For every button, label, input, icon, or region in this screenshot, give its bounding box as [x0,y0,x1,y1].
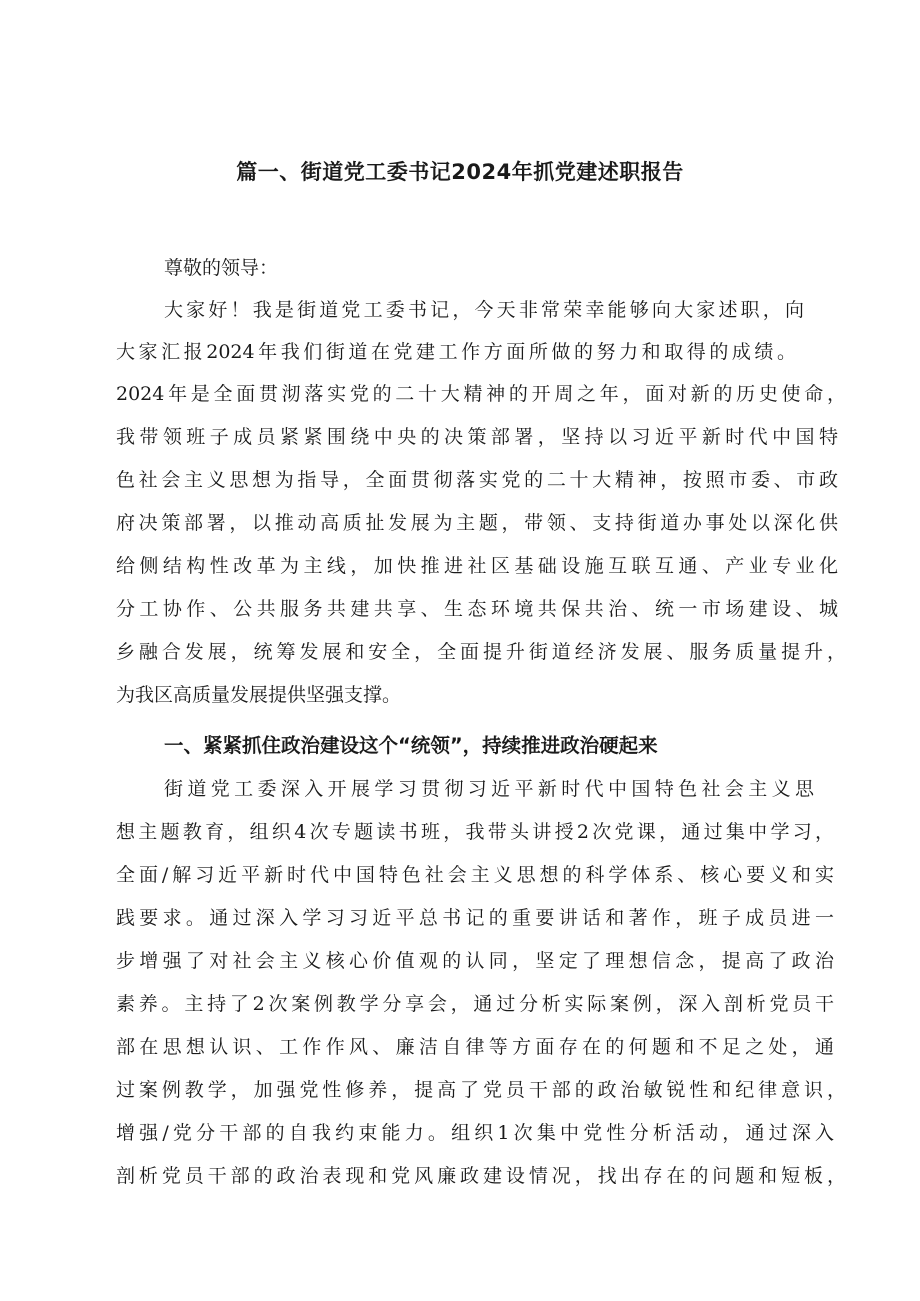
paragraph-line: 剖析党员干部的政治表现和党风廉政建设情况，找出存在的问题和短板， [116,1165,846,1187]
document-title: 篇一、街道党工委书记2024年抓党建述职报告 [236,160,684,184]
paragraph-line: 大家汇报2024年我们街道在党建工作方面所做的努力和取得的成绩。 [116,341,796,363]
paragraph-line: 乡融合发展，统筹发展和安全，全面提升街道经济发展、服务质量提升， [116,641,846,663]
paragraph-line: 部在思想认识、工作作风、廉洁自律等方面存在的何题和不足之处，通 [116,1036,834,1058]
paragraph-line: 我带领班子成员紧紧围绕中央的决策部署，坚持以习近平新时代中国特 [116,426,838,448]
paragraph-line: 践要求。通过深入学习习近平总书记的重要讲话和著作，班子成员进一 [116,907,834,929]
paragraph-line: 增强/党分干部的自我约束能力。组织1次集中党性分析活动，通过深入 [116,1122,834,1144]
paragraph-line: 分工协作、公共服务共建共享、生态环境共保共治、统一市场建设、城 [116,598,838,620]
paragraph-line: 色社会主义思想为指导，全面贯彻落实党的二十大精神，按照市委、市政 [116,469,838,491]
paragraph-line: 2024年是全面贯沏落实党的二十大精神的开周之年，面对新的历史使命， [116,383,846,405]
paragraph-line: 大家好！我是街道党工委书记，今天非常荣幸能够向大家述职，向 [164,299,804,321]
paragraph-line: 全面/解习近平新时代中国特色社会主义思想的科学体系、核心要义和实 [116,864,834,886]
paragraph-line: 为我区高质量发展提供坚强支撑。 [116,684,402,706]
paragraph-line: 步增强了对社会主义核心价值观的认同，坚定了理想信念，提高了政治 [116,950,834,972]
paragraph-line: 府决策部署，以推动高质扯发展为主题，带领、支持街道办事处以深化供 [116,512,838,534]
paragraph-line: 素养。主持了2次案例教学分享会，通过分析实际案例，深入剖析党员干 [116,993,834,1015]
paragraph-line: 想主题教育，组织4次专题读书班，我带头讲授2次党课，通过集中学习， [116,821,834,843]
salutation: 尊敬的领导： [164,257,279,279]
paragraph-line: 街道党工委深入开展学习贯彻习近平新时代中国特色社会主义思 [164,778,814,800]
paragraph-line: 给侧结构性改革为主线，加快推进社区基础设施互联互通、产业专业化 [116,555,838,577]
section-heading: 一、紧紧抓住政治建设这个“统领”，持续推进政治硬起来 [164,734,658,757]
paragraph-line: 过案例教学，加强党性修养，提高了党员干部的政治敏锐性和纪律意识， [116,1079,846,1101]
